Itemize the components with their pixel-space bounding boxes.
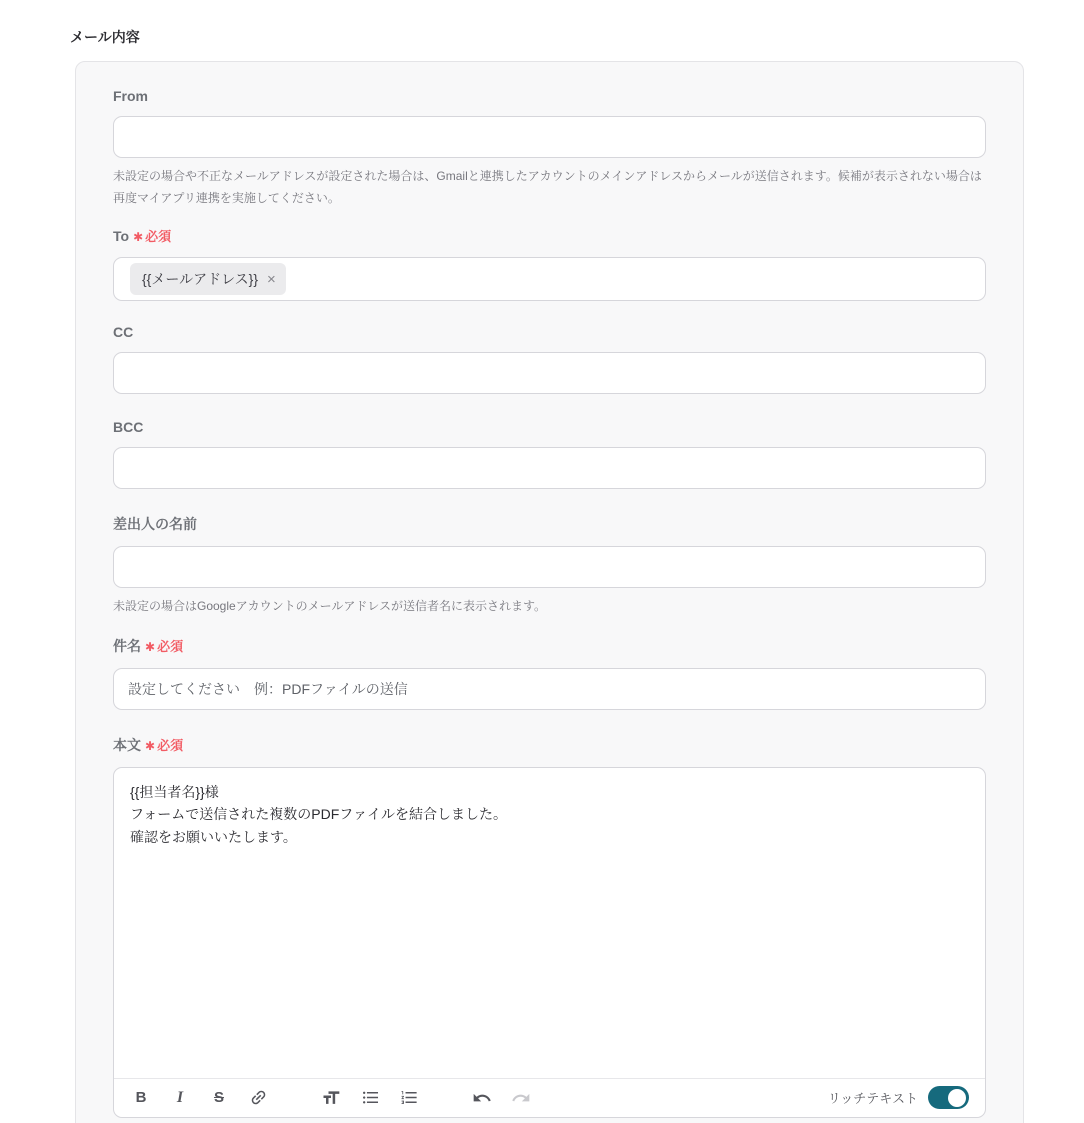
font-size-button[interactable] <box>318 1085 344 1111</box>
numbered-list-button[interactable] <box>396 1085 422 1111</box>
to-label: To ✱ 必須 <box>113 227 172 245</box>
to-input[interactable] <box>113 257 986 301</box>
required-badge: ✱ 必須 <box>145 738 184 754</box>
redo-button[interactable] <box>508 1085 534 1111</box>
strikethrough-button[interactable]: S <box>206 1085 232 1111</box>
toggle-knob <box>948 1089 966 1107</box>
bullet-list-button[interactable] <box>357 1085 383 1111</box>
sender-name-label: 差出人の名前 <box>113 516 197 533</box>
subject-label: 件名 ✱ 必須 <box>113 637 184 655</box>
font-size-icon <box>321 1088 341 1108</box>
undo-button[interactable] <box>469 1085 495 1111</box>
from-helper-text: 未設定の場合や不正なメールアドレスが設定された場合は、Gmailと連携したアカウントのメインアドレスからメールが送信されます。候補が表示されない場合は再度マイアプリ連携を実施してください。 <box>113 169 982 206</box>
from-input[interactable] <box>113 116 986 158</box>
page-title: メール内容 <box>70 29 140 45</box>
field-cc <box>113 324 986 394</box>
rich-text-toggle-group <box>828 1086 969 1109</box>
field-to <box>113 226 986 301</box>
rich-text-label: リッチテキスト <box>827 1091 918 1107</box>
cc-input[interactable] <box>113 352 986 394</box>
bold-button[interactable]: B <box>128 1085 154 1111</box>
undo-icon <box>472 1088 492 1108</box>
field-subject <box>113 636 986 710</box>
sender-name-helper-text: 未設定の場合はGoogleアカウントのメールアドレスが送信者名に表示されます。 <box>113 599 547 614</box>
subject-input[interactable] <box>113 668 986 710</box>
rich-text-toggle[interactable] <box>928 1086 969 1109</box>
email-content-card <box>75 61 1024 1123</box>
editor-toolbar <box>114 1078 985 1117</box>
field-from <box>113 88 986 209</box>
field-bcc <box>113 419 986 489</box>
link-button[interactable] <box>245 1085 271 1111</box>
required-badge: ✱ 必須 <box>133 229 172 245</box>
italic-button[interactable]: I <box>167 1085 193 1111</box>
redo-icon <box>511 1088 531 1108</box>
numbered-list-icon <box>400 1088 419 1107</box>
chip-remove-icon[interactable]: × <box>267 270 276 288</box>
body-textarea[interactable] <box>114 768 985 1078</box>
from-label: From <box>113 88 148 104</box>
bcc-input[interactable] <box>113 447 986 489</box>
body-label: 本文 ✱ 必須 <box>113 736 184 754</box>
cc-label: CC <box>113 324 134 341</box>
to-recipient-chip[interactable] <box>130 263 286 295</box>
bullet-list-icon <box>361 1088 380 1107</box>
required-badge: ✱ 必須 <box>145 639 184 655</box>
chip-label: {{メールアドレス}} <box>142 271 259 288</box>
bcc-label: BCC <box>113 419 144 436</box>
sender-name-input[interactable] <box>113 546 986 588</box>
rich-text-editor <box>113 767 986 1118</box>
field-body <box>113 735 986 1118</box>
field-sender-name <box>113 514 986 617</box>
link-icon <box>249 1088 268 1107</box>
